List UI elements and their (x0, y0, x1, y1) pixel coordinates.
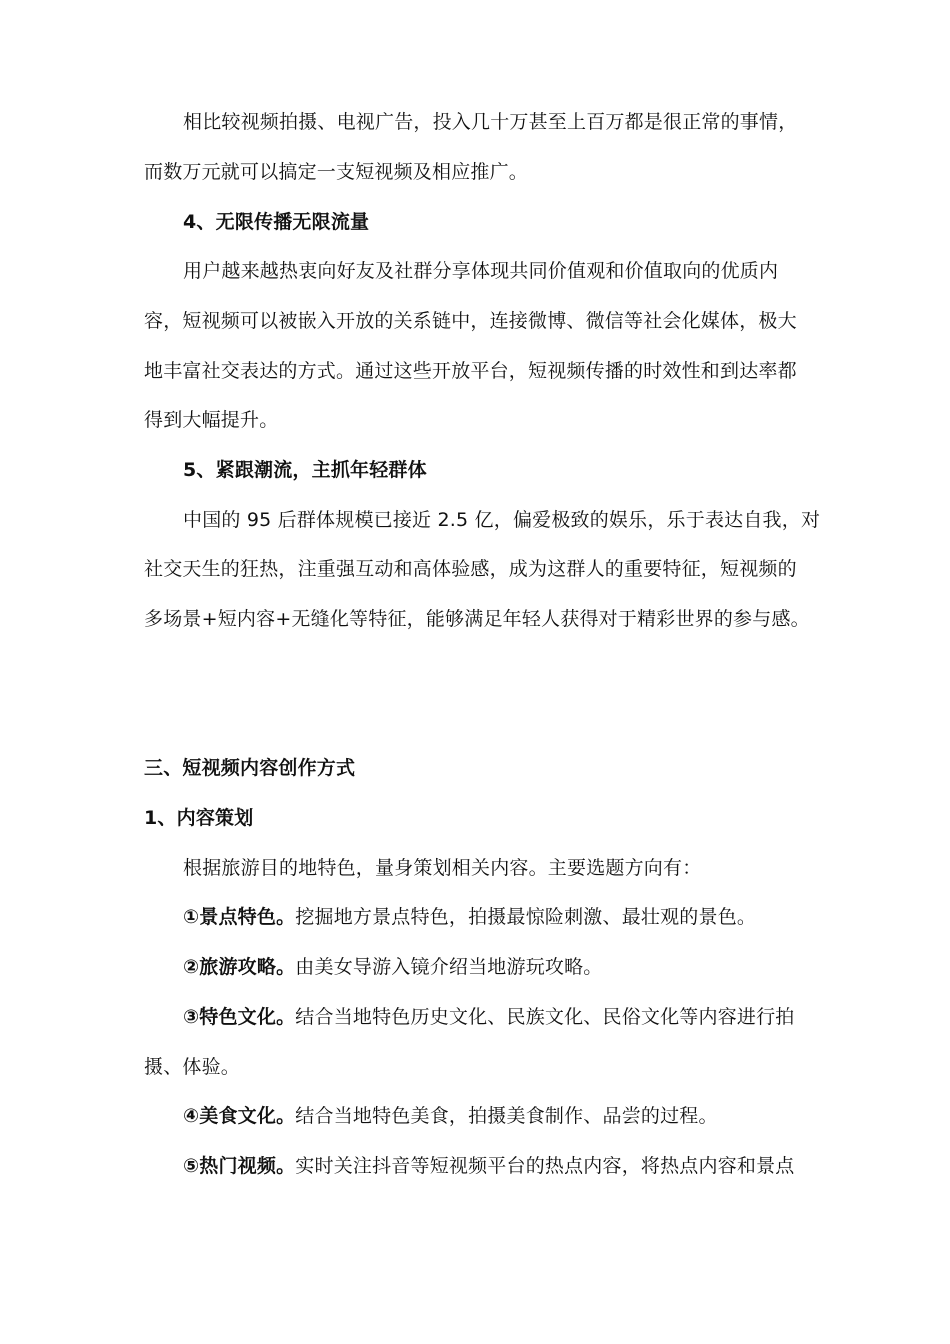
paragraph-line: 用户越来越热衷向好友及社群分享体现共同价值观和价值取向的优质内 (183, 260, 779, 282)
paragraph-line: 社交天生的狂热，注重强互动和高体验感，成为这群人的重要特征，短视频的 (144, 558, 797, 580)
list-item-text: 由美女导游入镜介绍当地游玩攻略。 (295, 956, 603, 978)
list-item-label: ⑤热门视频。 (183, 1155, 296, 1177)
list-item-continuation: 摄、体验。 (144, 1056, 241, 1078)
heading-5: 5、紧跟潮流，主抓年轻群体 (183, 459, 427, 481)
list-item-label: ③特色文化。 (183, 1006, 296, 1028)
paragraph-line: 中国的 95 后群体规模已接近 2.5 亿，偏爱极致的娱乐，乐于表达自我，对 (183, 509, 821, 531)
list-item-text: 结合当地特色美食，拍摄美食制作、品尝的过程。 (295, 1105, 718, 1127)
list-item (183, 955, 603, 979)
list-item (183, 1104, 718, 1128)
paragraph-line: 相比较视频拍摄、电视广告，投入几十万甚至上百万都是很正常的事情， (183, 111, 798, 133)
heading-4: 4、无限传播无限流量 (183, 211, 370, 233)
paragraph-line: 而数万元就可以搞定一支短视频及相应推广。 (144, 161, 529, 183)
subsection-title: 1、内容策划 (144, 807, 254, 829)
list-item (183, 1154, 795, 1178)
paragraph-line: 多场景+短内容+无缝化等特征，能够满足年轻人获得对于精彩世界的参与感。 (144, 608, 810, 630)
list-item-label: ④美食文化。 (183, 1105, 296, 1127)
list-item (183, 905, 756, 929)
paragraph-line: 容，短视频可以被嵌入开放的关系链中，连接微博、微信等社会化媒体，极大 (144, 310, 797, 332)
section-title: 三、短视频内容创作方式 (144, 757, 356, 779)
list-item-label: ①景点特色。 (183, 906, 296, 928)
paragraph-line: 地丰富社交表达的方式。通过这些开放平台，短视频传播的时效性和到达率都 (144, 360, 797, 382)
list-item-text: 实时关注抖音等短视频平台的热点内容，将热点内容和景点 (295, 1155, 795, 1177)
list-item-text: 结合当地特色历史文化、民族文化、民俗文化等内容进行拍 (295, 1006, 795, 1028)
list-item (183, 1005, 795, 1029)
list-item-text: 挖掘地方景点特色，拍摄最惊险刺激、最壮观的景色。 (295, 906, 757, 928)
list-item-label: ②旅游攻略。 (183, 956, 296, 978)
paragraph-line: 得到大幅提升。 (144, 409, 279, 431)
intro-line: 根据旅游目的地特色，量身策划相关内容。主要选题方向有： (183, 857, 702, 879)
